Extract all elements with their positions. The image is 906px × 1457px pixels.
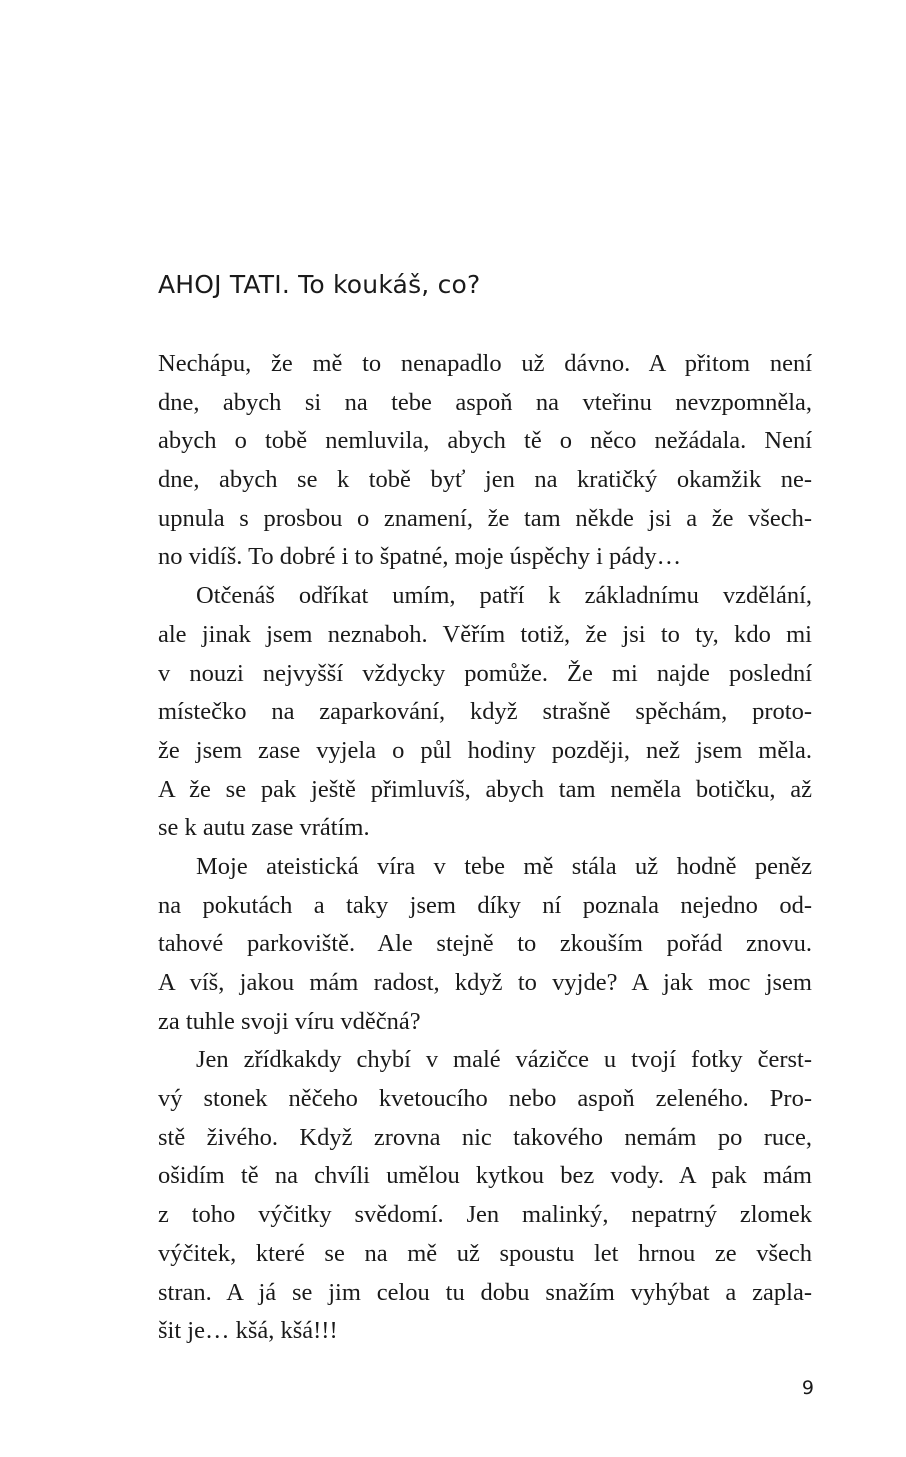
text-line: na pokutách a taky jsem díky ní poznala nejedno od-: [158, 891, 812, 919]
text-line: tahové parkoviště. Ale stejně to zkouším pořád znovu.: [158, 930, 812, 958]
text-line: ale jinak jsem neznaboh. Věřím totiž, že jsi to ty, kdo mi: [158, 620, 812, 648]
text-line: A že se pak ještě přimluvíš, abych tam neměla botičku, až: [158, 775, 812, 803]
text-line: šit je… kšá, kšá!!!: [158, 1317, 338, 1345]
paragraph: [158, 848, 812, 1041]
text-line: v nouzi nejvyšší vždycky pomůže. Že mi najde poslední: [158, 659, 812, 687]
text-line: abych o tobě nemluvila, abych tě o něco nežádala. Není: [158, 427, 812, 455]
text-line: upnula s prosbou o znamení, že tam někde jsi a že všech-: [158, 504, 812, 532]
paragraph: [158, 1041, 812, 1351]
text-line: stran. A já se jim celou tu dobu snažím vyhýbat a zapla-: [158, 1278, 812, 1306]
text-line: A víš, jakou mám radost, když to vyjde? A jak moc jsem: [158, 969, 812, 996]
chapter-heading: AHOJ TATI. To koukáš, co?: [158, 270, 481, 299]
text-line: vý stonek něčeho kvetoucího nebo aspoň zeleného. Pro-: [158, 1085, 812, 1113]
text-line: Nechápu, že mě to nenapadlo už dávno. A přitom není: [158, 350, 812, 377]
text-line: že jsem zase vyjela o půl hodiny později, než jsem měla.: [158, 736, 812, 764]
text-line: z toho výčitky svědomí. Jen malinký, nepatrný zlomek: [158, 1201, 812, 1229]
page-number: 9: [801, 1377, 814, 1399]
text-line: se k autu zase vrátím.: [158, 814, 370, 842]
text-line: Jen zřídkakdy chybí v malé vázičce u tvojí fotky čerst-: [196, 1046, 812, 1074]
text-line: ošidím tě na chvíli umělou kytkou bez vody. A pak mám: [158, 1162, 812, 1190]
text-line: výčitek, které se na mě už spoustu let hrnou ze všech: [158, 1239, 812, 1267]
text-line: za tuhle svoji víru vděčná?: [158, 1007, 421, 1035]
text-line: dne, abych si na tebe aspoň na vteřinu nevzpomněla,: [158, 388, 812, 416]
paragraph: [158, 345, 812, 577]
paragraph: [158, 577, 812, 848]
text-line: no vidíš. To dobré i to špatné, moje úspěchy i pády…: [158, 543, 682, 571]
text-line: místečko na zaparkování, když strašně spěchám, proto-: [158, 698, 812, 726]
text-line: Moje ateistická víra v tebe mě stála už hodně peněz: [196, 852, 812, 880]
text-line: Otčenáš odříkat umím, patří k základnímu vzdělání,: [196, 582, 812, 610]
text-line: stě živého. Když zrovna nic takového nemám po ruce,: [158, 1123, 812, 1151]
text-line: dne, abych se k tobě byť jen na kratičký okamžik ne-: [158, 466, 812, 494]
body-text: [158, 345, 812, 1351]
